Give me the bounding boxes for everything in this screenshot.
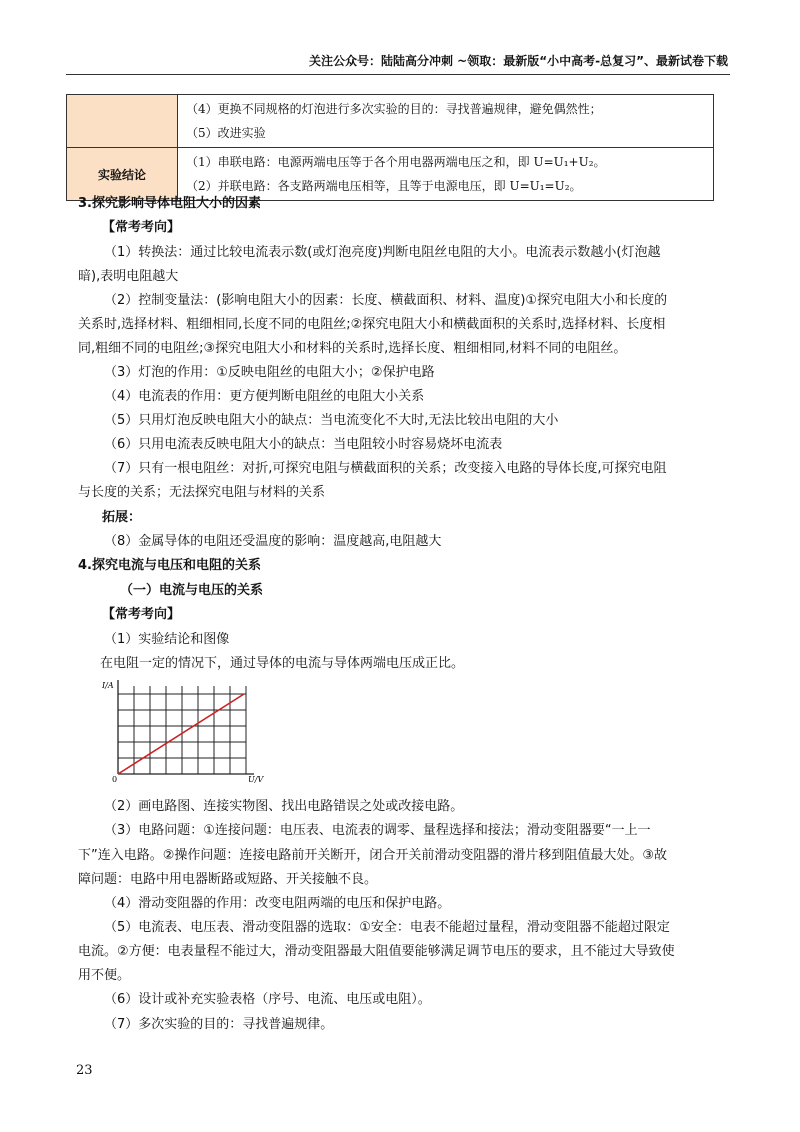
section-4-subtitle: 【常考考向】 <box>102 607 181 622</box>
table-cell <box>178 148 714 201</box>
paragraph-line: 用不便。 <box>78 968 131 983</box>
paragraph-line: （1）实验结论和图像 <box>104 632 230 647</box>
proportional-line <box>118 694 244 774</box>
paragraph-line: （3）电路问题：①连接问题：电压表、电流表的调零、量程选择和接法；滑动变阻器要“一上一 <box>104 823 651 838</box>
paragraph-line: （7）只有一根电阻丝：对折,可探究电阻与横截面积的关系；改变接入电路的导体长度,可探究电阻 <box>104 461 667 476</box>
table-label-conclusion: 实验结论 <box>67 148 178 201</box>
section-3-subtitle: 【常考考向】 <box>102 220 181 235</box>
paragraph-line: （5）只用灯泡反映电阻大小的缺点：当电流变化不大时,无法比较出电阻的大小 <box>104 413 559 428</box>
x-axis-label: U/V <box>248 775 264 784</box>
paragraph-line: （2）画电路图、连接实物图、找出电路错误之处或改接电路。 <box>104 799 464 814</box>
table-line: （5）改进实验 <box>186 126 266 140</box>
table-row <box>67 95 714 148</box>
section-4-title: 4.探究电流与电压和电阻的关系 <box>78 558 261 573</box>
paragraph-line: （8）金属导体的电阻还受温度的影响：温度越高,电阻越大 <box>104 534 442 549</box>
paragraph-line: （2）控制变量法：(影响电阻大小的因素：长度、横截面积、材料、温度)①探究电阻大小和长度的 <box>104 293 668 308</box>
page-number: 23 <box>76 1063 93 1078</box>
paragraph-line: 电流。②方便：电表量程不能过大，滑动变阻器最大阻值要能够满足调节电压的要求，且不能过大导致使 <box>78 944 675 959</box>
paragraph-line: （7）多次实验的目的：寻找普遍规律。 <box>104 1017 334 1032</box>
experiment-table <box>66 94 714 201</box>
paragraph-line: 暗),表明电阻越大 <box>78 269 179 284</box>
paragraph-line: （1）转换法：通过比较电流表示数(或灯泡亮度)判断电阻丝电阻的大小。电流表示数越小(灯泡越 <box>104 245 661 260</box>
conclusion-line: 在电阻一定的情况下，通过导体的电流与导体两端电压成正比。 <box>100 656 465 671</box>
paragraph-line: （6）只用电流表反映电阻大小的缺点：当电阻较小时容易烧坏电流表 <box>104 437 503 452</box>
paragraph-line: （4）滑动变阻器的作用：改变电阻两端的电压和保护电路。 <box>104 896 451 911</box>
paragraph-line: 关系时,选择材料、粗细相同,长度不同的电阻丝;②探究电阻大小和横截面积的关系时,选择材料、长度相 <box>78 317 666 332</box>
table-line: （2）并联电路：各支路两端电压相等，且等于电源电压，即 U=U₁=U₂。 <box>186 179 582 193</box>
header-divider <box>66 74 730 75</box>
extension-title: 拓展： <box>102 510 142 525</box>
table-row <box>67 148 714 201</box>
paragraph-line: （4）电流表的作用：更方便判断电阻丝的电阻大小关系 <box>104 389 425 404</box>
paragraph-line: 与长度的关系；无法探究电阻与材料的关系 <box>78 485 326 500</box>
table-label-empty <box>67 95 178 148</box>
origin-label: 0 <box>112 775 118 784</box>
current-voltage-graph <box>98 676 264 784</box>
paragraph-line: （3）灯泡的作用：①反映电阻丝的电阻大小；②保护电路 <box>104 365 435 380</box>
paragraph-line: （5）电流表、电压表、滑动变阻器的选取：①安全：电表不能超过量程，滑动变阻器不能超过限定 <box>104 920 670 935</box>
paragraph-line: 同,粗细不同的电阻丝;③探究电阻大小和材料的关系时,选择长度、粗细相同,材料不同的电阻丝。 <box>78 341 627 356</box>
paragraph-line: 障问题：电路中用电器断路或短路、开关接触不良。 <box>78 872 378 887</box>
y-axis-label: I/A <box>102 681 114 690</box>
section-4-sub1: （一）电流与电压的关系 <box>120 583 264 598</box>
page-header: 关注公众号：陆陆高分冲刺 ~领取：最新版“小中高考-总复习”、最新试卷下载 <box>309 54 728 68</box>
graph-grid <box>118 686 246 774</box>
table-line: （4）更换不同规格的灯泡进行多次实验的目的：寻找普遍规律，避免偶然性； <box>186 102 602 116</box>
paragraph-line: 下”连入电路。②操作问题：连接电路前开关断开，闭合开关前滑动变阻器的滑片移到阻值最大处。③故 <box>78 848 668 863</box>
paragraph-line: （6）设计或补充实验表格（序号、电流、电压或电阻）。 <box>104 992 431 1007</box>
section-3-title: 3.探究影响导体电阻大小的因素 <box>78 196 261 211</box>
table-cell <box>178 95 714 148</box>
table-line: （1）串联电路：电源两端电压等于各个用电器两端电压之和，即 U=U₁+U₂。 <box>186 155 606 169</box>
